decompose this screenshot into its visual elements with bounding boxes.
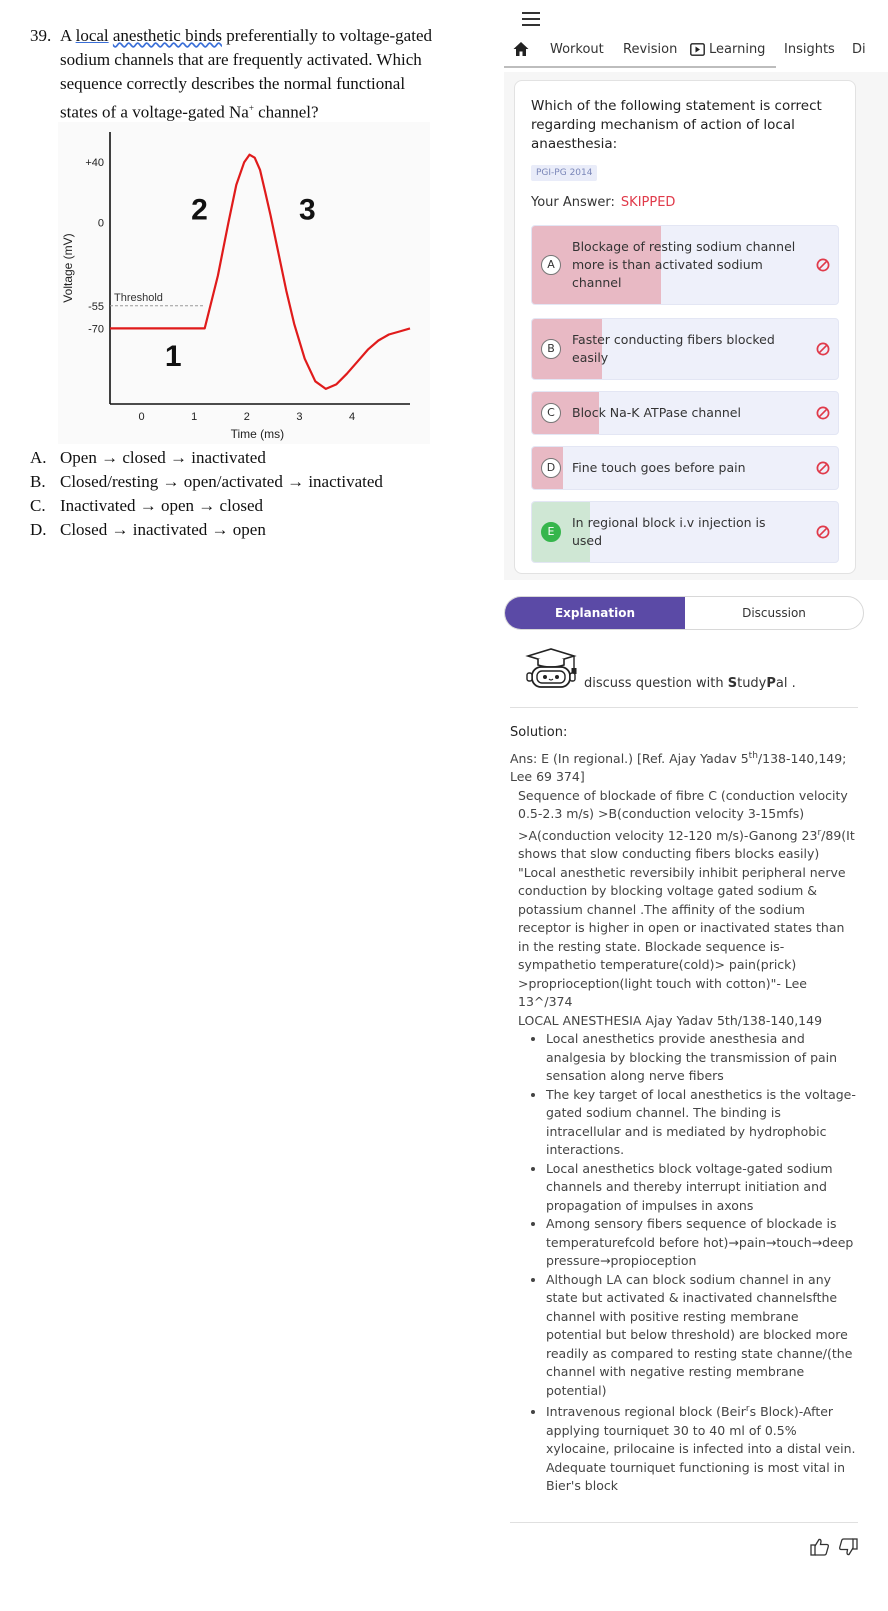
- question-option: D. Closed → inactivated → open: [30, 520, 266, 539]
- tab-revision[interactable]: Revision: [623, 42, 678, 57]
- option-letter: D: [541, 458, 561, 478]
- question-text: 39. A local anesthetic binds preferentially to voltage-gated sodium channels that are frequently activated. Which sequence correctly describes the normal functional states of a voltage-gated Na+ channel?: [30, 26, 432, 122]
- thumbs-up-icon[interactable]: [810, 1538, 830, 1556]
- tab-discussion[interactable]: Discussion: [742, 606, 806, 620]
- solution-paragraph: "Local anesthetic reversibily inhibit peripheral nerve conduction by blocking voltage gated sodium & potassium channel .The affinity of the sodium receptor is higher in open or inactivated states than in the resting state. Blockade sequence is- sympathetio temperature(cold)> pain(prick) >proprioception(light touch with cotton)"- Lee 13^/374: [518, 864, 846, 1010]
- phase-label: 3: [299, 193, 316, 227]
- feedback-buttons: [810, 1536, 862, 1558]
- answer-option-a[interactable]: [531, 225, 839, 305]
- answer-option-e[interactable]: [531, 501, 839, 563]
- option-text: Fine touch goes before pain: [572, 460, 746, 475]
- question-options: [30, 446, 383, 542]
- solution-bullet: • Among sensory fibers sequence of blockade is temperaturefcold before hot)→pain→touch→deep pressure→propioception: [546, 1215, 856, 1271]
- question-number: 39.: [30, 26, 52, 45]
- divider: [510, 1522, 858, 1523]
- question-stem: Which of the following statement is correct regarding mechanism of action of local anaesthesia:: [531, 98, 822, 152]
- x-axis-label: Time (ms): [230, 427, 285, 441]
- top-nav: [504, 36, 888, 68]
- your-answer: Your Answer: SKIPPED: [531, 195, 676, 210]
- option-text: Faster conducting fibers blocked easily: [572, 332, 775, 365]
- solution-body: [510, 787, 856, 1496]
- solution-answer: Ans: E (In regional.) [Ref. Ajay Yadav 5th/138-140,149; Lee 69 374]: [510, 750, 847, 785]
- y-axis-label: Voltage (mV): [61, 233, 75, 303]
- studypal-prompt[interactable]: discuss question with StudyPal .: [522, 644, 862, 700]
- question-option: A. Open → closed → inactivated: [30, 448, 266, 467]
- answer-option-b[interactable]: [531, 318, 839, 380]
- menu-icon[interactable]: [522, 12, 540, 26]
- option-letter: B: [541, 339, 561, 359]
- solution-bullet: • The key target of local anesthetics is the voltage-gated sodium channel. The binding is intracellular and is mediated by hydrophobic interactions.: [546, 1086, 856, 1160]
- solution-paragraph: LOCAL ANESTHESIA Ajay Yadav 5th/138-140,149: [518, 1012, 823, 1028]
- y-tick-label: -70: [88, 323, 104, 336]
- option-text: Blockage of resting sodium channel more is than activated sodium channel: [572, 239, 796, 290]
- option-text: In regional block i.v injection is used: [572, 515, 766, 548]
- solution-bullets: [518, 1030, 856, 1496]
- explanation-tabs: [504, 596, 864, 630]
- option-text: Block Na-K ATPase channel: [572, 405, 741, 420]
- x-tick-label: 4: [349, 411, 356, 423]
- divider: [510, 707, 858, 708]
- answer-option-c[interactable]: [531, 391, 839, 435]
- solution-bullet: • Local anesthetics block voltage-gated sodium channels and thereby interrupt initiation and propagation of impulses in axons: [546, 1160, 856, 1216]
- wrong-ban-icon: [816, 461, 830, 475]
- tab-explanation[interactable]: Explanation: [505, 597, 685, 629]
- y-tick-label: 0: [97, 217, 104, 230]
- tab-insights[interactable]: Insights: [784, 42, 835, 57]
- your-answer-value: SKIPPED: [620, 195, 676, 210]
- thumbs-down-icon[interactable]: [838, 1538, 858, 1556]
- phase-label: 2: [191, 193, 208, 227]
- answer-option-d[interactable]: [531, 446, 839, 490]
- action-potential-svg: [58, 122, 430, 444]
- solution-bullet: • Intravenous regional block (Beir$^r$s Block)-After applying tourniquet 30 to 40 ml of 0.5% xylocaine, prilocaine is infected into a distal vein. Adequate tourniquet functioning is most vital in Bier's block: [546, 1400, 856, 1496]
- x-tick-label: 2: [243, 411, 250, 423]
- solution-section: [510, 724, 856, 1496]
- option-letter: E: [541, 522, 561, 542]
- membrane-potential-line: [110, 155, 410, 389]
- wrong-ban-icon: [816, 406, 830, 420]
- nav-underline: [504, 66, 776, 68]
- tab-di[interactable]: Di: [852, 42, 866, 57]
- robot-graduate-icon: [524, 646, 578, 690]
- wrong-ban-icon: [816, 525, 830, 539]
- solution-bullet: • Local anesthetics provide anesthesia and analgesia by blocking the transmission of pain sensation along nerve fibers: [546, 1030, 856, 1086]
- x-tick-label: 0: [138, 411, 145, 423]
- solution-heading: Solution:: [510, 725, 568, 740]
- option-letter: C: [541, 403, 561, 423]
- question-option: C. Inactivated → open → closed: [30, 496, 263, 515]
- home-icon[interactable]: [512, 40, 530, 58]
- solution-paragraph: Sequence of blockade of fibre C (conduction velocity 0.5-2.3 m/s) >B(conduction velocity 3-15mfs) >A(conduction velocity 12-120 m/s)-Ganong 23$^r$/89(It shows that slow conducting fibers blocks easily): [518, 787, 855, 862]
- exam-tag: PGI-PG 2014: [531, 165, 597, 181]
- play-screen-icon: [690, 43, 705, 56]
- action-potential-chart: [58, 122, 430, 444]
- phase-label: 1: [164, 340, 182, 374]
- x-tick-label: 3: [296, 411, 303, 423]
- y-tick-label: -55: [88, 300, 104, 313]
- y-tick-label: +40: [85, 157, 104, 170]
- wrong-ban-icon: [816, 258, 830, 272]
- app-panel: [504, 0, 888, 1611]
- option-letter: A: [541, 255, 561, 275]
- question-option: B. Closed/resting → open/activated → inactivated: [30, 472, 383, 491]
- threshold-label: Threshold: [114, 291, 163, 304]
- solution-bullet: • Although LA can block sodium channel in any state but activated & inactivated channelsfthe channel with positive resting membrane potential but below threshold) are blocked more readily as compared to resting state channe/(the channel with negative resting membrane potential): [546, 1271, 856, 1401]
- x-tick-label: 1: [191, 411, 198, 423]
- wrong-ban-icon: [816, 342, 830, 356]
- tab-learning[interactable]: Learning: [709, 42, 766, 57]
- question-card: [514, 80, 856, 574]
- tab-workout[interactable]: Workout: [550, 42, 604, 57]
